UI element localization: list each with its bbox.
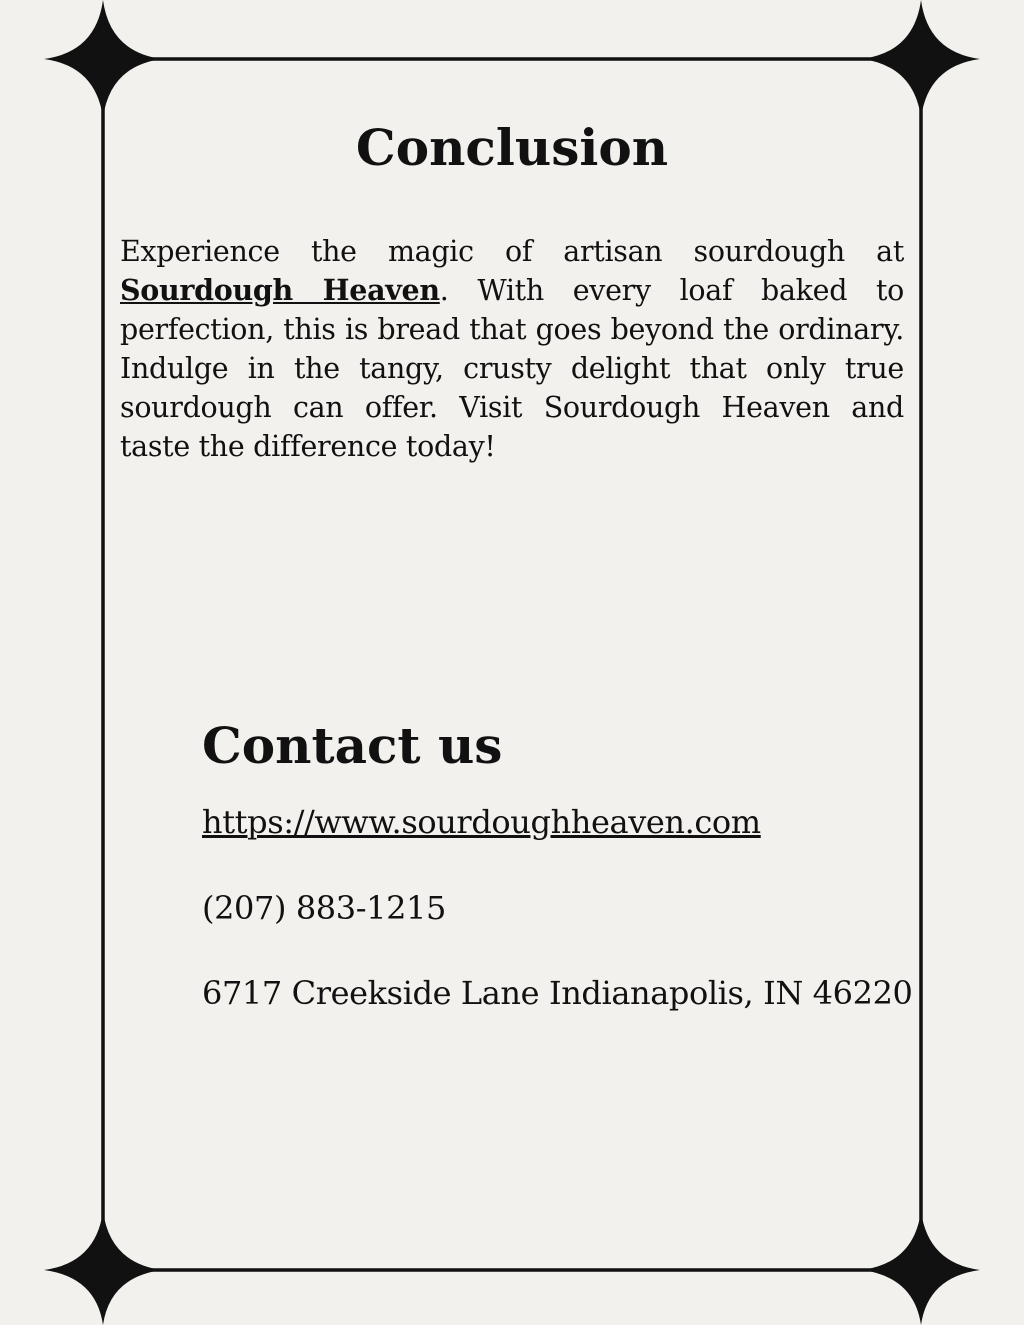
sparkle-bottom-left-icon [44, 1211, 162, 1325]
sparkle-top-right-icon [862, 0, 980, 118]
conclusion-paragraph [120, 232, 904, 466]
website-link[interactable]: https://www.sourdoughheaven.com [202, 803, 761, 841]
conclusion-intro: Experience the magic of artisan sourdough at [120, 235, 904, 268]
street-address: 6717 Creekside Lane Indianapolis, IN 46220 [202, 974, 913, 1012]
contact-heading: Contact us [202, 716, 503, 775]
conclusion-rest: . With every loaf baked to perfection, this is bread that goes beyond the ordinary. Indulge in the tangy, crusty delight that only true sourdough can offer. Visit Sourdough Heaven and taste the difference today! [120, 274, 905, 463]
sourdough-heaven-link[interactable]: Sourdough Heaven [120, 273, 440, 307]
phone-number: (207) 883-1215 [202, 889, 446, 927]
conclusion-heading: Conclusion [355, 118, 669, 177]
sparkle-bottom-right-icon [862, 1211, 980, 1325]
sparkle-top-left-icon [44, 0, 162, 118]
